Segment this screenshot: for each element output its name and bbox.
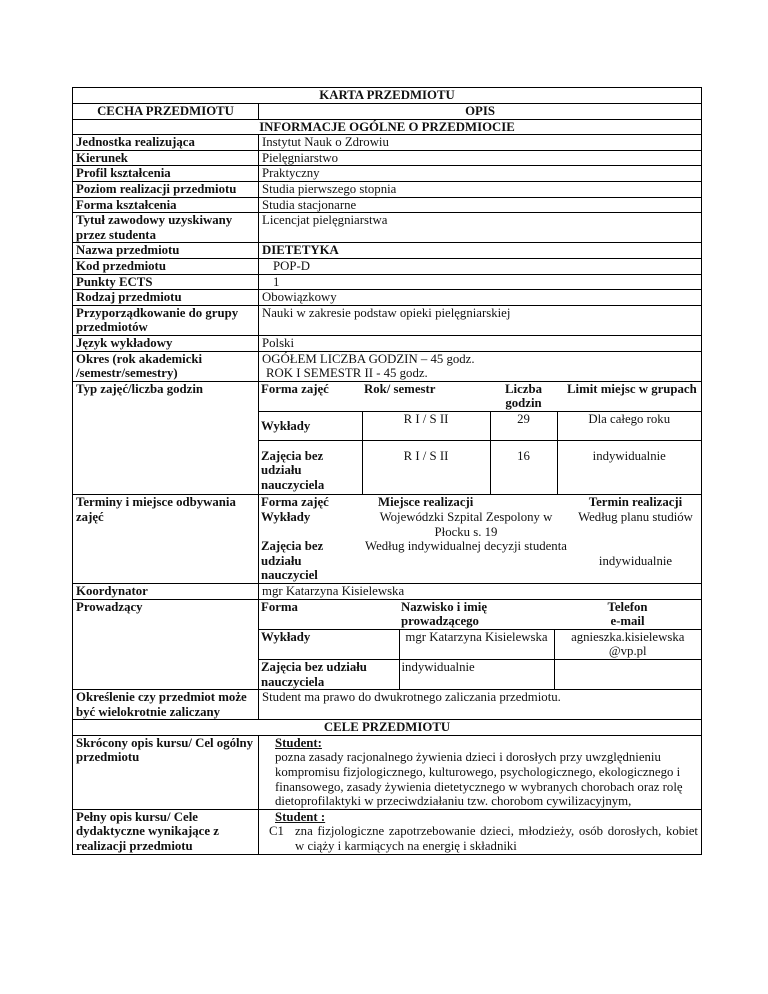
label-jednostka: Jednostka realizująca: [73, 135, 259, 151]
row-forma: [73, 197, 702, 213]
typ-header-forma: Forma zajęć: [261, 381, 329, 396]
typ-r2-limit: indywidualnie: [592, 448, 666, 463]
prowadzacy-header-email: e-mail: [610, 614, 645, 629]
row-wielokrotnie: [73, 690, 702, 720]
value-kod: POP-D: [259, 258, 702, 274]
value-prowadzacy: [259, 599, 702, 690]
prowadzacy-header-forma: Forma: [261, 599, 298, 614]
row-typ: [73, 381, 702, 495]
terminy-r2-miejsce: Według indywidualnej decyzji studenta: [365, 539, 567, 554]
label-koordynator: Koordynator: [73, 583, 259, 599]
prowadzacy-email-part2: @vp.pl: [608, 644, 647, 659]
row-tytul: [73, 213, 702, 243]
label-nazwa: Nazwa przedmiotu: [73, 243, 259, 259]
label-grupa: Przyporządkowanie do grupy przedmiotów: [73, 305, 259, 335]
row-pelny: [73, 809, 702, 854]
value-koordynator: mgr Katarzyna Kisielewska: [259, 583, 702, 599]
row-koordynator: [73, 583, 702, 599]
skrocony-heading: Student:: [275, 735, 322, 750]
prowadzacy-r2-nazwisko: indywidualnie: [399, 659, 554, 689]
label-terminy: Terminy i miejsce odbywania zajęć: [73, 495, 259, 584]
section-goals: CELE PRZEDMIOTU: [73, 720, 702, 736]
typ-header-liczba: Liczba godzin: [505, 381, 542, 411]
row-kierunek: [73, 150, 702, 166]
typ-header-limit: Limit miejsc w grupach: [567, 381, 697, 396]
label-tytul: Tytuł zawodowy uzyskiwany przez studenta: [73, 213, 259, 243]
prowadzacy-r1-forma: Wykłady: [259, 629, 399, 659]
prowadzacy-r2-forma: Zajęcia bez udziału nauczyciela: [261, 659, 367, 689]
terminy-r2-forma: Zajęcia bez udziału nauczyciel: [261, 539, 324, 583]
label-kierunek: Kierunek: [73, 150, 259, 166]
okres-semester: ROK I SEMESTR II - 45 godz.: [266, 366, 428, 381]
row-poziom: [73, 181, 702, 197]
value-skrocony: [259, 735, 702, 809]
pelny-goal-code: C1: [269, 824, 284, 839]
course-card-table: [72, 87, 702, 855]
value-poziom: Studia pierwszego stopnia: [259, 181, 702, 197]
pelny-heading: Student :: [275, 809, 326, 824]
terminy-r2-termin: indywidualnie: [598, 553, 673, 568]
row-kod: [73, 258, 702, 274]
row-profil: [73, 166, 702, 182]
label-forma: Forma kształcenia: [73, 197, 259, 213]
row-prowadzacy: [73, 599, 702, 690]
prowadzacy-header-kontakt: [554, 600, 701, 630]
terminy-r1-miejsce: Wojewódzki Szpital Zespolony w Płocku s. 19: [379, 509, 553, 539]
skrocony-text: pozna zasady racjonalnego żywienia dzieci i dorosłych przy uwzględnieniu kompromisu fizjologicznego, kulturowego, psychologicznego, ekologicznego i finansowego, zasady żywienia dietetycznego w wybranych chorobach oraz rolę dietoprofilaktyki w przeciwdziałaniu tzw. chorobom cywilizacyjnym,: [275, 750, 683, 809]
prowadzacy-email-part1: agnieszka.kisielewska: [571, 629, 685, 644]
prowadzacy-header-telefon: Telefon: [607, 599, 648, 614]
label-okres: Okres (rok akademicki /semestr/semestry): [73, 351, 259, 381]
row-jednostka: [73, 135, 702, 151]
typ-r1-rok: R I / S II: [362, 411, 490, 440]
row-jezyk: [73, 335, 702, 351]
prowadzacy-r1-email: [554, 629, 701, 659]
label-pelny: Pełny opis kursu/ Cele dydaktyczne wynikające z realizacji przedmiotu: [73, 809, 259, 854]
pelny-goal-c1: [269, 824, 698, 853]
typ-r2-rok: R I / S II: [362, 440, 490, 494]
row-grupa: [73, 305, 702, 335]
value-profil: Praktyczny: [259, 166, 702, 182]
column-header-description: OPIS: [259, 104, 702, 120]
value-wielokrotnie: Student ma prawo do dwukrotnego zaliczania przedmiotu.: [259, 690, 702, 720]
row-skrocony: [73, 735, 702, 809]
terminy-header-forma: Forma zajęć: [261, 495, 329, 510]
typ-r2-godz: 16: [490, 440, 557, 494]
value-jezyk: Polski: [259, 335, 702, 351]
section-general-info: INFORMACJE OGÓLNE O PRZEDMIOCIE: [73, 119, 702, 135]
row-ects: [73, 274, 702, 290]
row-okres: [73, 351, 702, 381]
label-profil: Profil kształcenia: [73, 166, 259, 182]
label-jezyk: Język wykładowy: [73, 335, 259, 351]
value-ects: 1: [259, 274, 702, 290]
value-terminy: [259, 495, 702, 584]
typ-r2-forma: Zajęcia bez udziału nauczyciela: [261, 448, 325, 493]
terminy-r1-termin: Według planu studiów: [578, 509, 693, 524]
label-wielokrotnie: Określenie czy przedmiot może być wielokrotnie zaliczany: [73, 690, 259, 720]
label-skrocony: Skrócony opis kursu/ Cel ogólny przedmiotu: [73, 735, 259, 809]
terminy-header-termin: Termin realizacji: [588, 495, 683, 510]
row-nazwa: [73, 243, 702, 259]
typ-header-rok: Rok/ semestr: [364, 381, 436, 396]
row-terminy: [73, 495, 702, 584]
typ-r1-forma: Wykłady: [259, 411, 362, 440]
label-prowadzacy: Prowadzący: [73, 599, 259, 690]
row-rodzaj: [73, 290, 702, 306]
label-kod: Kod przedmiotu: [73, 258, 259, 274]
column-header-feature: CECHA PRZEDMIOTU: [73, 104, 259, 120]
typ-r1-godz: 29: [490, 411, 557, 440]
terminy-table: [259, 495, 701, 583]
terminy-r1-forma: Wykłady: [261, 509, 311, 524]
value-jednostka: Instytut Nauk o Zdrowiu: [259, 135, 702, 151]
value-nazwa: DIETETYKA: [259, 243, 702, 259]
value-okres: [259, 351, 702, 381]
pelny-goal-text: zna fizjologiczne zapotrzebowanie dzieci, młodzieży, osób dorosłych, kobiet w ciąży i karmiących na energię i składniki: [295, 824, 698, 854]
value-forma: Studia stacjonarne: [259, 197, 702, 213]
label-poziom: Poziom realizacji przedmiotu: [73, 181, 259, 197]
prowadzacy-r1-nazwisko: mgr Katarzyna Kisielewska: [399, 629, 554, 659]
value-kierunek: Pielęgniarstwo: [259, 150, 702, 166]
typ-table: [259, 382, 701, 495]
terminy-header-miejsce: Miejsce realizacji: [378, 495, 474, 510]
value-typ: [259, 381, 702, 495]
typ-r1-limit: Dla całego roku: [557, 411, 701, 440]
label-ects: Punkty ECTS: [73, 274, 259, 290]
value-grupa: Nauki w zakresie podstaw opieki pielęgniarskiej: [259, 305, 702, 335]
label-rodzaj: Rodzaj przedmiotu: [73, 290, 259, 306]
value-pelny: [259, 809, 702, 854]
prowadzacy-header-nazwisko: Nazwisko i imię prowadzącego: [401, 599, 488, 629]
label-typ: Typ zajęć/liczba godzin: [73, 381, 259, 495]
value-tytul: Licencjat pielęgniarstwa: [259, 213, 702, 243]
card-title: KARTA PRZEDMIOTU: [73, 88, 702, 104]
prowadzacy-table: [259, 600, 701, 690]
okres-total: OGÓŁEM LICZBA GODZIN – 45 godz.: [262, 351, 475, 366]
value-rodzaj: Obowiązkowy: [259, 290, 702, 306]
